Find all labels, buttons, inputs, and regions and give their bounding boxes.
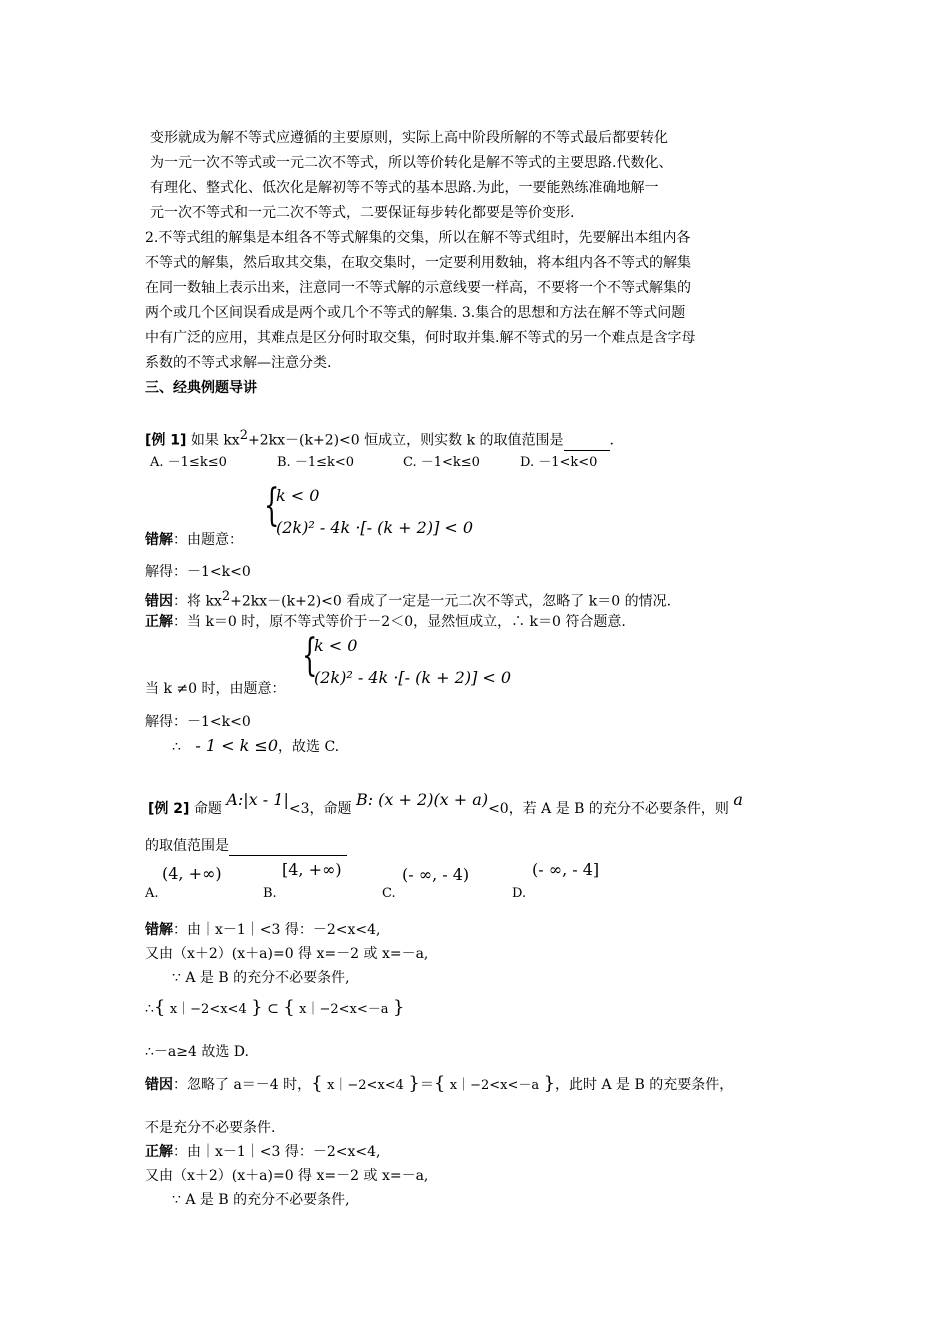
ex2-correct-l1 — [145, 1142, 381, 1162]
ex2-option-b-math: [4, +∞) — [282, 860, 342, 879]
ex2-correct-l1-text: ：由｜x－1｜<3 得：－2<x<4, — [173, 1144, 381, 1160]
ex1-wrong-solution-text: ：由题意： — [173, 532, 243, 548]
ex1-option-a: A. －1≤k≤0 — [150, 455, 227, 470]
ex1-system2-line-a: k < 0 — [314, 636, 358, 655]
ex1-question-pre: 如果 kx — [190, 432, 240, 449]
ex2-correct-label: 正解 — [145, 1144, 173, 1160]
ex2-tag: [例 2] — [148, 801, 190, 817]
ex1-wrong-solution-label: 错解 — [145, 532, 173, 548]
ex1-system1-line-b: (2k)² - 4k ·[- (k + 2)] < 0 — [276, 518, 474, 537]
ex2-wrong-l1 — [145, 920, 381, 940]
ex1-question-post: +2kx－(k+2)<0 恒成立，则实数 k 的取值范围是 — [248, 432, 564, 449]
ex1-conclusion-math: - 1 < k ≤0 — [195, 736, 278, 755]
intro-line-3: 有理化、整式化、低次化是解初等不等式的基本思路.为此，一要能熟练准确地解一 — [150, 180, 659, 196]
ex1-answer-blank[interactable] — [564, 450, 610, 451]
ex2-wrong-cause-pre: ：忽略了 a＝－4 时， — [173, 1077, 312, 1093]
ex1-therefore: ∴ — [172, 739, 181, 755]
ex1-system2-brace: { — [302, 630, 318, 681]
point2-line-5: 中有广泛的应用，其难点是区分何时取交集，何时取并集.解不等式的另一个难点是含字母 — [145, 330, 696, 346]
ex1-correct-text: ：当 k＝0 时，原不等式等价于－2＜0，显然恒成立，∴ k＝0 符合题意. — [173, 614, 626, 630]
ex2-answer-blank[interactable] — [229, 855, 347, 856]
ex2-option-a-math: (4, +∞) — [162, 864, 222, 883]
ex2-correct-l2: 又由（x＋2）(x＋a)=0 得 x=－2 或 x=－a, — [145, 1168, 429, 1184]
ex2-prop-b: B: (x + 2)(x + a) — [355, 790, 489, 809]
ex2-q2: <3，命题 — [288, 801, 352, 817]
ex2-wrong-l1-text: ：由｜x－1｜<3 得：－2<x<4, — [173, 922, 381, 938]
ex1-case-text: 当 k ≠0 时，由题意： — [145, 681, 286, 697]
ex2-option-a-label: A. — [145, 886, 159, 901]
ex2-wrong-cause-l2: 不是充分不必要条件. — [145, 1120, 276, 1136]
ex2-option-d-math: (- ∞, - 4] — [532, 860, 600, 879]
ex2-wrong-cause-post: ，此时 A 是 B 的充要条件， — [555, 1077, 734, 1093]
ex1-conclusion — [172, 736, 339, 757]
ex1-option-d: D. －1<k<0 — [520, 455, 598, 470]
ex1-correct-result: 解得：－1<k<0 — [145, 714, 251, 730]
ex2-var-a: a — [733, 790, 743, 809]
ex2-brace-close-2: } — [393, 997, 405, 1018]
section-heading: 三、经典例题导讲 — [145, 380, 257, 396]
ex2-equals: ＝ — [419, 1077, 434, 1093]
ex2-wrong-l2: 又由（x＋2）(x＋a)=0 得 x=－2 或 x=－a, — [145, 946, 429, 962]
ex1-system1-brace: { — [264, 480, 280, 531]
ex2-subset: ⊂ — [267, 1001, 279, 1017]
ex1-option-b: B. －1≤k<0 — [277, 455, 355, 470]
ex1-conclusion-text: ，故选 C. — [278, 739, 340, 755]
intro-line-2: 为一元一次不等式或一元二次不等式，所以等价转化是解不等式的主要思路.代数化、 — [150, 155, 673, 171]
point2-line-4: 两个或几个区间误看成是两个或几个不等式的解集. 3.集合的思想和方法在解不等式问题 — [145, 305, 686, 321]
ex2-wrong-therefore: ∴ — [145, 1001, 154, 1017]
ex2-prop-a: A:|x - 1| — [226, 790, 289, 809]
ex2-brace-open-4: { — [433, 1073, 446, 1094]
ex2-wrong-cause-label: 错因 — [145, 1077, 173, 1093]
ex2-correct-l3: ∵ A 是 B 的充分不必要条件, — [172, 1192, 350, 1208]
ex2-cause-set-a: x｜−2<x<4 — [327, 1078, 404, 1093]
ex2-brace-open-2: { — [283, 997, 295, 1018]
ex2-option-d-label: D. — [512, 886, 527, 901]
ex1-question-end: . — [609, 432, 614, 449]
ex2-brace-open-3: { — [311, 1073, 323, 1094]
ex2-set-b: x｜−2<x<－a — [299, 1002, 389, 1017]
ex2-wrong-l4 — [145, 998, 404, 1020]
intro-line-4: 元一次不等式和一元二次不等式，二要保证每步转化都要是等价变形. — [150, 205, 575, 221]
ex2-brace-open-1: { — [153, 997, 166, 1018]
ex1-wrong-result: 解得：－1<k<0 — [145, 564, 251, 580]
ex1-wrong-cause-pre: ：将 kx — [173, 593, 222, 610]
ex1-system1-line-a: k < 0 — [276, 486, 320, 505]
ex2-q3: <0，若 A 是 B 的充分不必要条件，则 — [488, 801, 729, 817]
ex1-option-c: C. －1<k≤0 — [403, 455, 480, 470]
point2-line-2: 不等式的解集，然后取其交集，在取交集时，一定要利用数轴，将本组内各不等式的解集 — [145, 255, 691, 271]
ex1-wrong-cause-sup: 2 — [221, 589, 231, 604]
ex2-option-b-label: B. — [263, 886, 277, 901]
ex2-q1: 命题 — [193, 801, 222, 817]
point2-line-6: 系数的不等式求解—注意分类. — [145, 355, 332, 371]
ex2-wrong-cause — [145, 1074, 733, 1096]
ex2-option-c-label: C. — [382, 886, 396, 901]
ex1-wrong-cause-post: +2kx－(k+2)<0 看成了一定是一元二次不等式，忽略了 k＝0 的情况. — [230, 593, 672, 610]
ex2-question — [148, 790, 743, 819]
ex1-question-sup: 2 — [239, 428, 248, 443]
ex2-wrong-l3: ∵ A 是 B 的充分不必要条件, — [172, 970, 350, 986]
ex2-cause-set-b: x｜−2<x<－a — [449, 1078, 540, 1093]
ex1-correct-label: 正解 — [145, 614, 173, 630]
ex2-brace-close-4: } — [543, 1073, 556, 1094]
ex1-wrong-cause — [145, 587, 671, 612]
ex1-correct-solution — [145, 612, 626, 632]
ex2-option-c-math: (- ∞, - 4) — [402, 865, 470, 884]
ex1-question — [145, 426, 614, 451]
ex1-system2-line-b: (2k)² - 4k ·[- (k + 2)] < 0 — [314, 668, 512, 687]
ex2-question-tail — [145, 836, 347, 856]
ex2-wrong-solution-label: 错解 — [145, 922, 173, 938]
ex2-brace-close-3: } — [408, 1073, 420, 1094]
ex1-wrong-cause-label: 错因 — [145, 593, 173, 610]
point2-line-3: 在同一数轴上表示出来，注意同一不等式解的示意线要一样高，不要将一个不等式解集的 — [145, 280, 691, 296]
intro-line-1: 变形就成为解不等式应遵循的主要原则，实际上高中阶段所解的不等式最后都要转化 — [150, 130, 668, 146]
ex1-tag: [例 1] — [145, 432, 187, 449]
ex2-set-a: x｜−2<x<4 — [169, 1002, 247, 1017]
ex2-brace-close-1: } — [251, 997, 263, 1018]
ex1-wrong-solution — [145, 530, 243, 550]
ex2-q4: 的取值范围是 — [145, 838, 229, 854]
ex2-wrong-l5: ∴－a≥4 故选 D. — [145, 1044, 249, 1060]
point2-line-1: 2.不等式组的解集是本组各不等式解集的交集，所以在解不等式组时，先要解出本组内各 — [145, 230, 691, 246]
